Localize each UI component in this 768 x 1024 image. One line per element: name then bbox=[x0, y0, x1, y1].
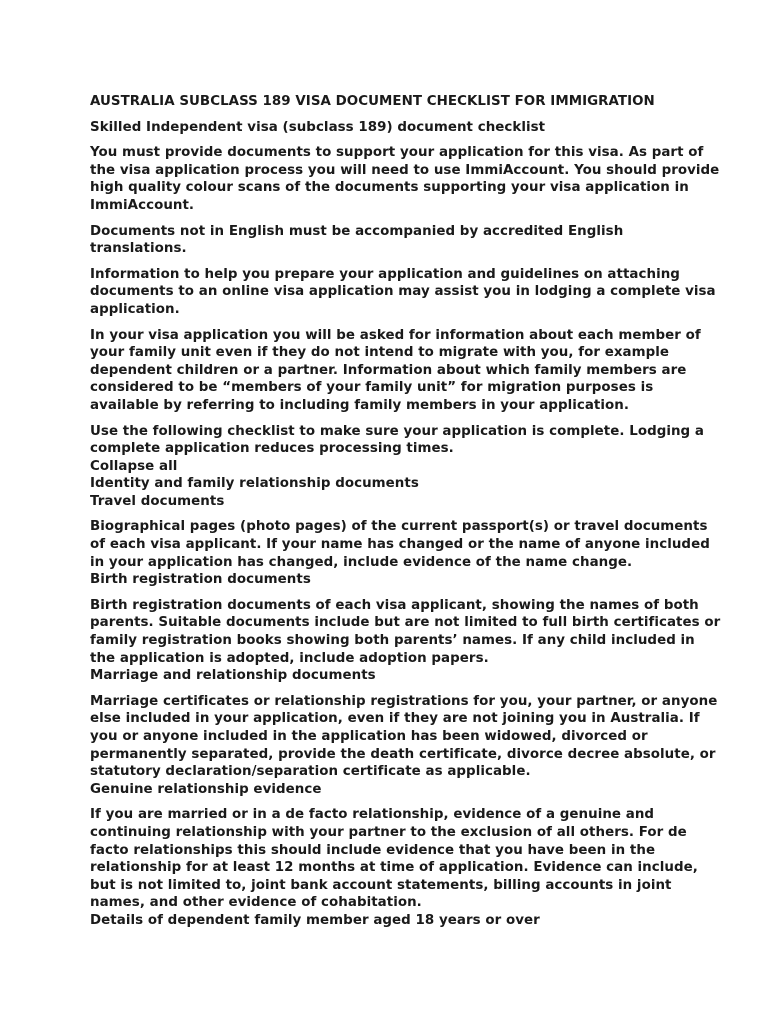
section-marriage-relationship-heading[interactable]: Marriage and relationship documents bbox=[90, 668, 376, 684]
document-page bbox=[90, 93, 722, 930]
intro-paragraph: In your visa application you will be asked for information about each member of your family unit even if they do not intend to migrate with you, for example dependent children or a partner. Information about which family members are considered to be “members of your family unit” for migration purposes is available by referring to including family members in your application. bbox=[90, 327, 701, 413]
section-birth-registration-heading[interactable]: Birth registration documents bbox=[90, 572, 311, 588]
intro-paragraph: You must provide documents to support your application for this visa. As part of the visa application process you will need to use ImmiAccount. You should provide high quality colour scans of the documents supporting your visa application in ImmiAccount. bbox=[90, 145, 720, 213]
section-heading-identity[interactable]: Identity and family relationship documents bbox=[90, 476, 419, 492]
intro-paragraph: Documents not in English must be accompanied by accredited English translations. bbox=[90, 223, 624, 257]
section-dependent-family-heading[interactable]: Details of dependent family member aged 18 years or over bbox=[90, 912, 540, 928]
document-subtitle: Skilled Independent visa (subclass 189) document checklist bbox=[90, 119, 546, 135]
section-travel-documents-body: Biographical pages (photo pages) of the current passport(s) or travel documents of each visa applicant. If your name has changed or the name of anyone included in your application has changed, include evidence of the name change. bbox=[90, 519, 710, 570]
section-genuine-relationship-body: If you are married or in a de facto relationship, evidence of a genuine and continuing relationship with your partner to the exclusion of all others. For de facto relationships this should include evidence that you have been in the relationship for at least 12 months at time of application. Evidence can include, but is not limited to, joint bank account statements, billing accounts in joint names, and other evidence of cohabitation. bbox=[90, 807, 698, 911]
section-genuine-relationship-heading[interactable]: Genuine relationship evidence bbox=[90, 781, 322, 797]
section-birth-registration-body: Birth registration documents of each visa applicant, showing the names of both parents. Suitable documents include but are not limited to full birth certificates or family registration books showing both parents’ names. If any child included in the application is adopted, include adoption papers. bbox=[90, 597, 721, 666]
intro-paragraph: Information to help you prepare your application and guidelines on attaching documents to an online visa application may assist you in lodging a complete visa application. bbox=[90, 266, 716, 317]
collapse-all-link[interactable]: Collapse all bbox=[90, 458, 178, 474]
section-travel-documents-heading[interactable]: Travel documents bbox=[90, 493, 225, 509]
document-title: AUSTRALIA SUBCLASS 189 VISA DOCUMENT CHECKLIST FOR IMMIGRATION bbox=[90, 94, 655, 109]
section-marriage-relationship-body: Marriage certificates or relationship registrations for you, your partner, or anyone else included in your application, even if they are not joining you in Australia. If you or anyone included in the application has been widowed, divorced or permanently separated, provide the death certificate, divorce decree absolute, or statutory declaration/separation certificate as applicable. bbox=[90, 693, 718, 780]
intro-paragraph: Use the following checklist to make sure your application is complete. Lodging a complete application reduces processing times. bbox=[90, 423, 704, 457]
